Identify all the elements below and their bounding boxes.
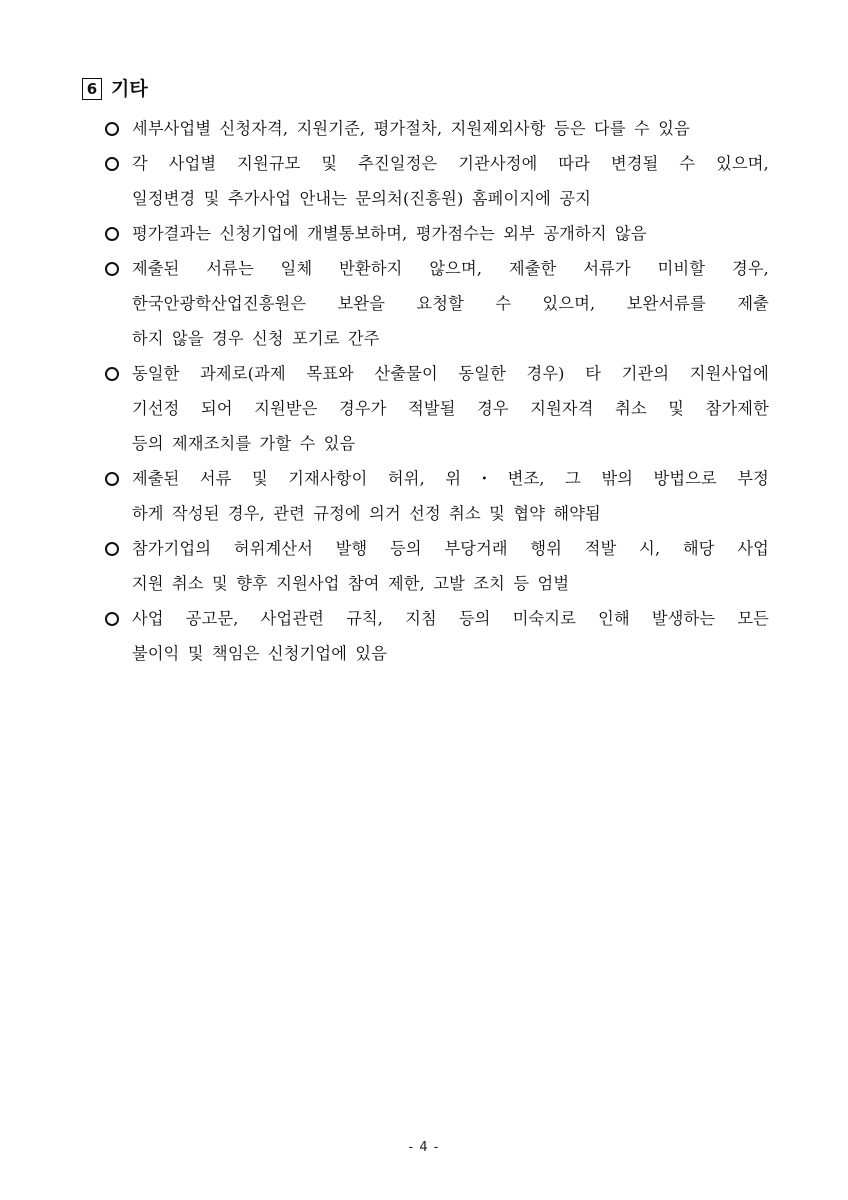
circle-bullet-icon bbox=[104, 146, 132, 181]
list-item-line: 하게 작성된 경우, 관련 규정에 의거 선정 취소 및 협약 해약됨 bbox=[132, 504, 601, 523]
page-number: - 4 - bbox=[408, 1140, 440, 1155]
circle-bullet-icon bbox=[104, 216, 132, 251]
notice-list bbox=[104, 111, 769, 671]
list-item-line: 참가기업의 허위계산서 발행 등의 부당거래 행위 적발 시, 해당 사업 bbox=[132, 539, 769, 558]
list-item-line: 한국안광학산업진흥원은 보완을 요청할 수 있으며, 보완서류를 제출 bbox=[132, 294, 769, 313]
circle-bullet-icon bbox=[104, 601, 132, 636]
section-number-box: 6 bbox=[82, 78, 102, 100]
list-item-line: 세부사업별 신청자격, 지원기준, 평가절차, 지원제외사항 등은 다를 수 있음 bbox=[132, 119, 690, 138]
circle-bullet-icon bbox=[104, 251, 132, 286]
list-item bbox=[104, 356, 769, 461]
list-item bbox=[104, 146, 769, 216]
list-item bbox=[104, 601, 769, 671]
circle-bullet-icon bbox=[104, 531, 132, 566]
list-item-line: 일정변경 및 추가사업 안내는 문의처(진흥원) 홈페이지에 공지 bbox=[132, 189, 592, 208]
list-item-line: 하지 않을 경우 신청 포기로 간주 bbox=[132, 329, 380, 348]
list-item-line: 각 사업별 지원규모 및 추진일정은 기관사정에 따라 변경될 수 있으며, bbox=[132, 154, 769, 173]
section-title: 기타 bbox=[111, 78, 148, 100]
section-heading bbox=[82, 76, 148, 102]
circle-bullet-icon bbox=[104, 461, 132, 496]
list-item bbox=[104, 531, 769, 601]
list-item-line: 기선정 되어 지원받은 경우가 적발될 경우 지원자격 취소 및 참가제한 bbox=[132, 399, 769, 418]
list-item-line: 사업 공고문, 사업관련 규칙, 지침 등의 미숙지로 인해 발생하는 모든 bbox=[132, 609, 769, 628]
circle-bullet-icon bbox=[104, 111, 132, 146]
list-item-line: 불이익 및 책임은 신청기업에 있음 bbox=[132, 644, 388, 663]
list-item-line: 평가결과는 신청기업에 개별통보하며, 평가점수는 외부 공개하지 않음 bbox=[132, 224, 647, 243]
list-item bbox=[104, 251, 769, 356]
list-item-line: 지원 취소 및 향후 지원사업 참여 제한, 고발 조치 등 엄벌 bbox=[132, 574, 570, 593]
list-item-line: 동일한 과제로(과제 목표와 산출물이 동일한 경우) 타 기관의 지원사업에 bbox=[132, 364, 769, 383]
circle-bullet-icon bbox=[104, 356, 132, 391]
list-item bbox=[104, 216, 769, 251]
list-item-line: 등의 제재조치를 가할 수 있음 bbox=[132, 434, 356, 453]
list-item-line: 제출된 서류는 일체 반환하지 않으며, 제출한 서류가 미비할 경우, bbox=[132, 259, 769, 278]
list-item bbox=[104, 461, 769, 531]
list-item-line: 제출된 서류 및 기재사항이 허위, 위・변조, 그 밖의 방법으로 부정 bbox=[132, 469, 769, 488]
list-item bbox=[104, 111, 769, 146]
